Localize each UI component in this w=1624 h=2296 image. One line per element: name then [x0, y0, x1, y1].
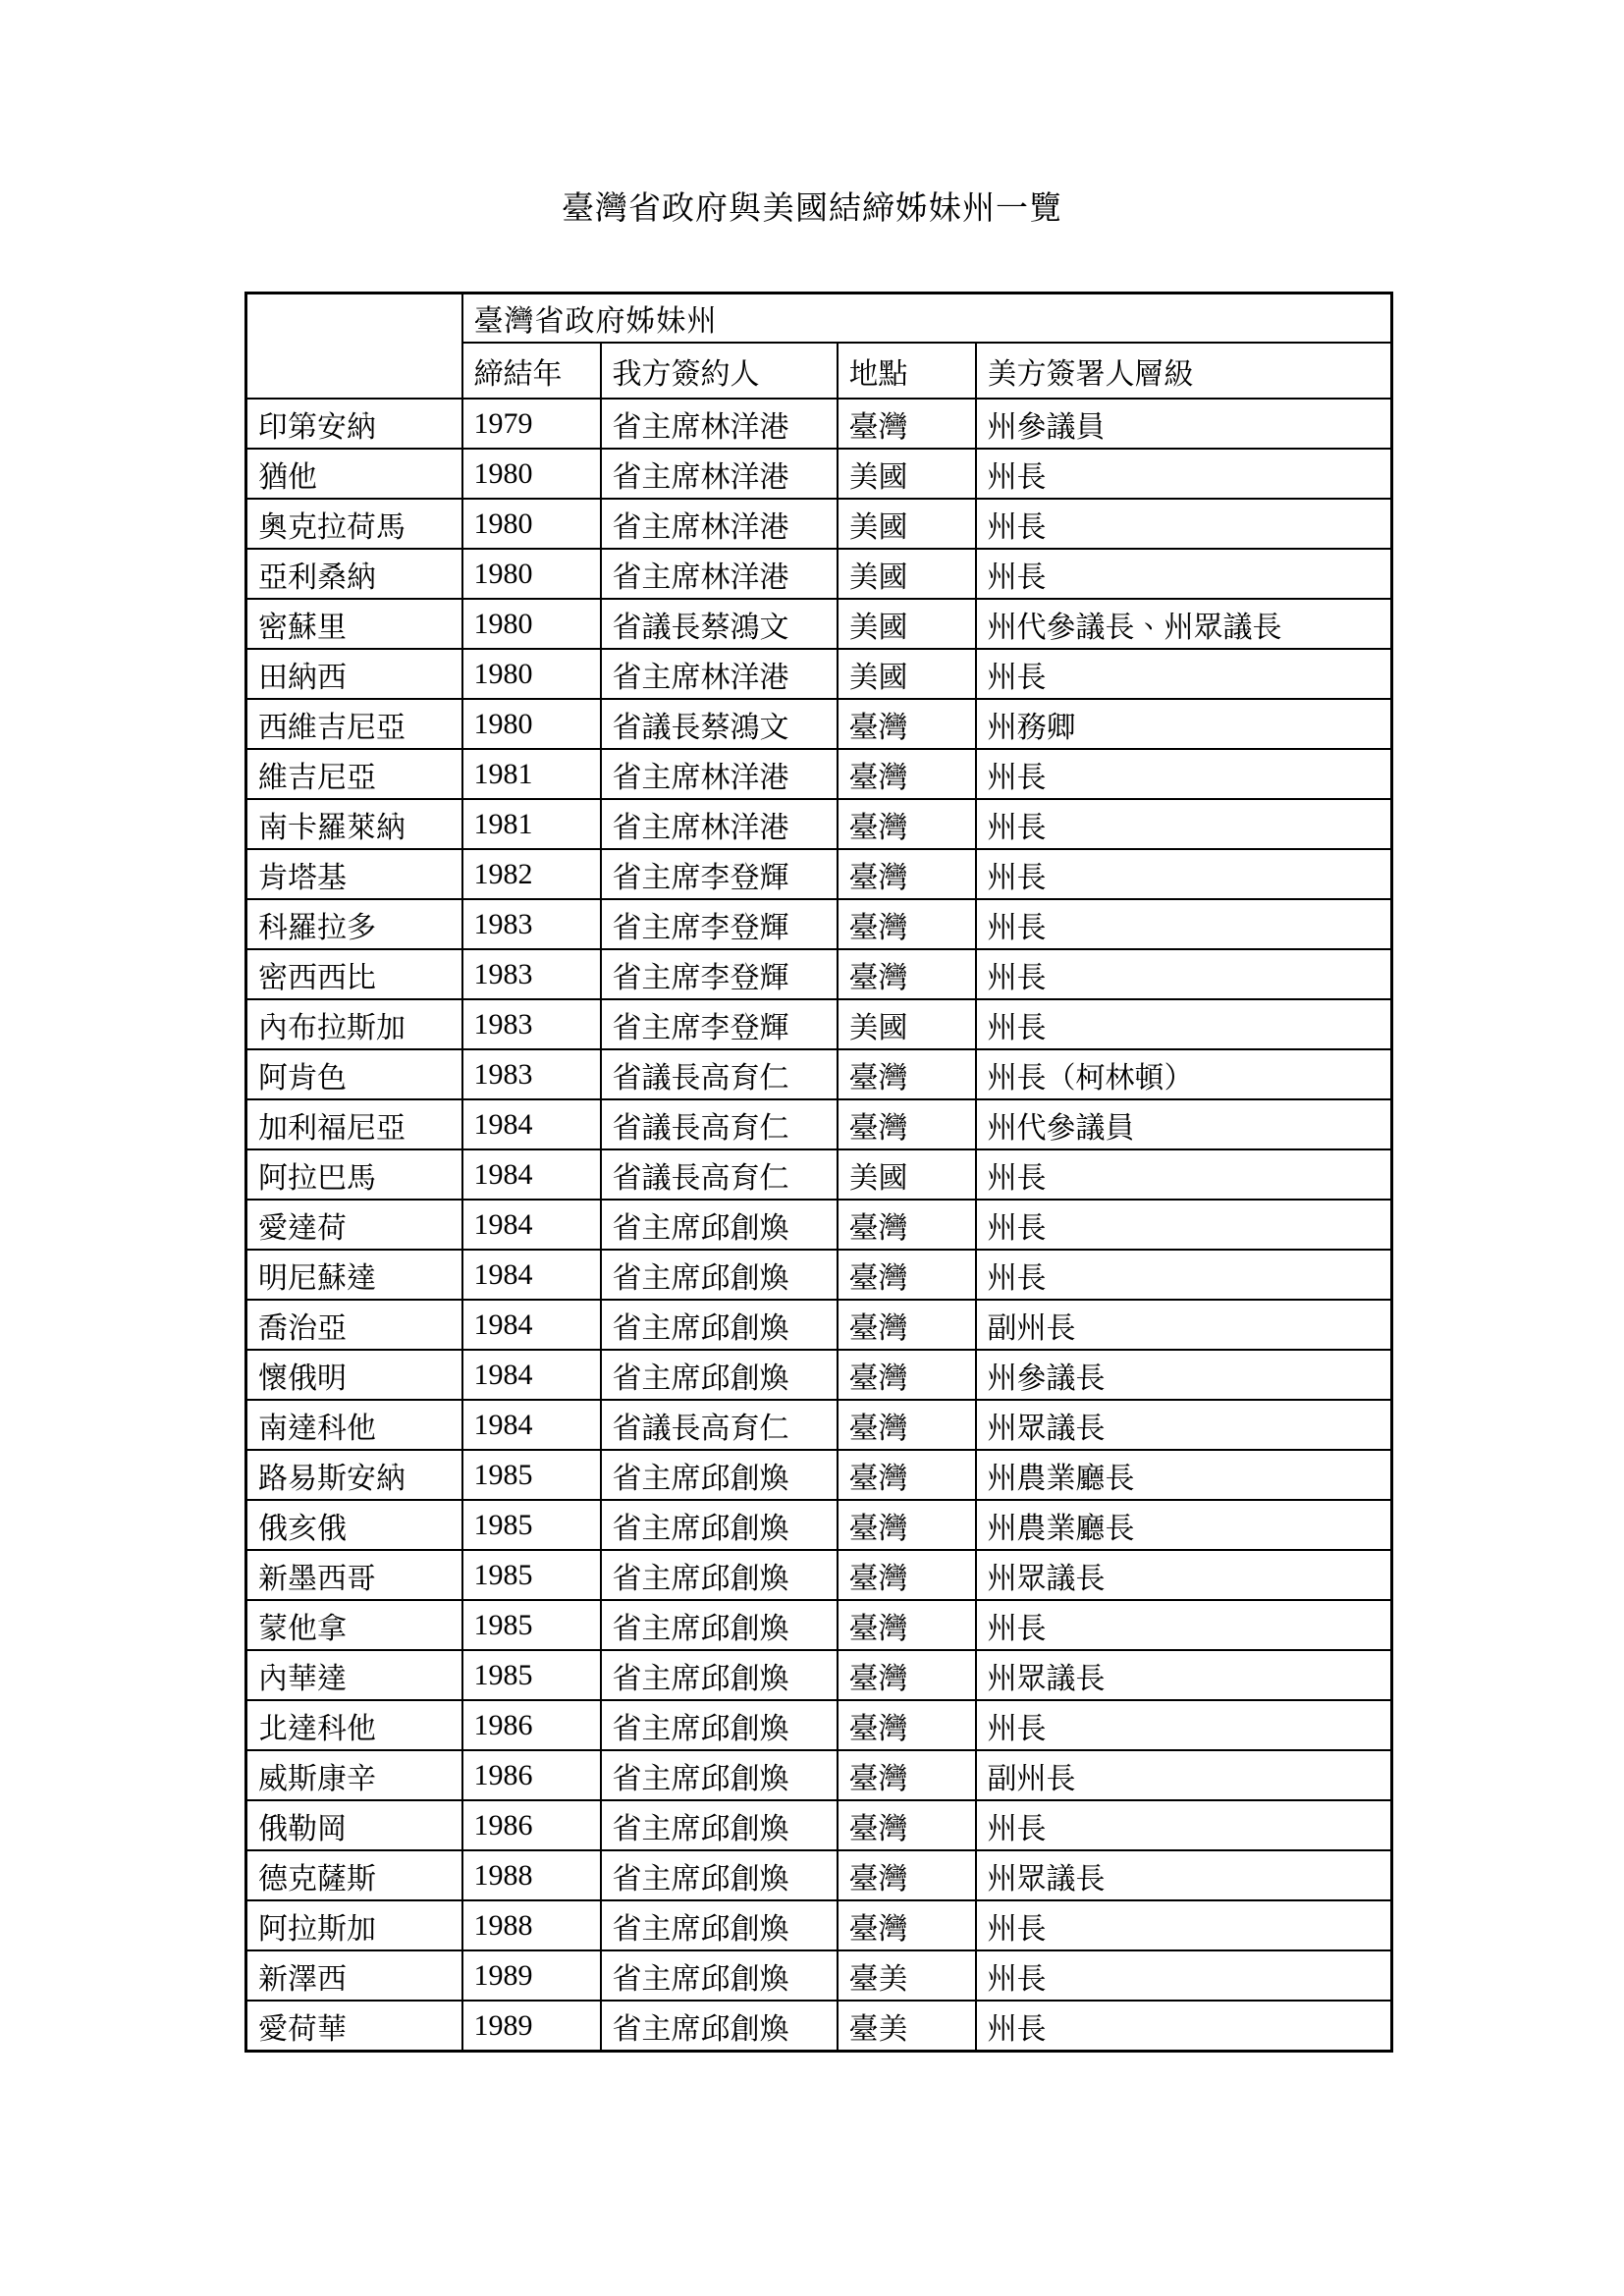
state-cell: 懷俄明 [246, 1350, 462, 1400]
signer-cell: 省主席邱創煥 [601, 1900, 838, 1950]
level-cell: 州長 [976, 799, 1392, 849]
table-row [246, 1950, 1392, 2001]
sister-states-table [244, 292, 1393, 2053]
place-cell: 臺灣 [838, 1750, 976, 1800]
year-cell: 1981 [462, 749, 601, 799]
level-cell: 州代參議長、州眾議長 [976, 599, 1392, 649]
year-cell: 1985 [462, 1500, 601, 1550]
level-cell: 州長 [976, 1700, 1392, 1750]
state-cell: 愛荷華 [246, 2001, 462, 2052]
table-row [246, 1500, 1392, 1550]
year-cell: 1980 [462, 649, 601, 699]
level-cell: 州長 [976, 1800, 1392, 1850]
place-cell: 臺灣 [838, 1049, 976, 1099]
table-row [246, 949, 1392, 999]
place-cell: 臺灣 [838, 1800, 976, 1850]
year-cell: 1985 [462, 1550, 601, 1600]
place-cell: 美國 [838, 649, 976, 699]
level-cell: 州眾議長 [976, 1650, 1392, 1700]
level-cell: 州長（柯林頓） [976, 1049, 1392, 1099]
signer-cell: 省主席李登輝 [601, 999, 838, 1049]
level-cell: 州參議長 [976, 1350, 1392, 1400]
signer-cell: 省主席林洋港 [601, 399, 838, 449]
table-row [246, 799, 1392, 849]
year-cell: 1980 [462, 699, 601, 749]
level-cell: 州代參議員 [976, 1099, 1392, 1149]
place-cell: 美國 [838, 999, 976, 1049]
state-cell: 阿拉巴馬 [246, 1149, 462, 1200]
state-cell: 南達科他 [246, 1400, 462, 1450]
place-cell: 臺美 [838, 1950, 976, 2001]
table-body [246, 399, 1392, 2052]
state-cell: 新墨西哥 [246, 1550, 462, 1600]
signer-cell: 省議長蔡鴻文 [601, 699, 838, 749]
state-cell: 威斯康辛 [246, 1750, 462, 1800]
place-cell: 臺灣 [838, 1550, 976, 1600]
table-row [246, 1850, 1392, 1900]
state-cell: 路易斯安納 [246, 1450, 462, 1500]
table-row [246, 1350, 1392, 1400]
year-cell: 1983 [462, 999, 601, 1049]
signer-cell: 省議長高育仁 [601, 1149, 838, 1200]
signer-cell: 省主席邱創煥 [601, 1700, 838, 1750]
table-row [246, 1250, 1392, 1300]
signer-cell: 省主席邱創煥 [601, 1650, 838, 1700]
signer-cell: 省主席邱創煥 [601, 1750, 838, 1800]
level-cell: 州長 [976, 1950, 1392, 2001]
level-cell: 州眾議長 [976, 1850, 1392, 1900]
state-cell: 俄亥俄 [246, 1500, 462, 1550]
table-row [246, 499, 1392, 549]
signer-cell: 省主席李登輝 [601, 949, 838, 999]
state-cell: 南卡羅萊納 [246, 799, 462, 849]
table-row [246, 1049, 1392, 1099]
table-row [246, 849, 1392, 899]
year-cell: 1980 [462, 499, 601, 549]
table-row [246, 599, 1392, 649]
level-cell: 州務卿 [976, 699, 1392, 749]
state-cell: 明尼蘇達 [246, 1250, 462, 1300]
state-cell: 阿拉斯加 [246, 1900, 462, 1950]
year-cell: 1983 [462, 899, 601, 949]
level-cell: 州長 [976, 749, 1392, 799]
table-row [246, 1099, 1392, 1149]
table-row [246, 399, 1392, 449]
state-cell: 科羅拉多 [246, 899, 462, 949]
state-cell: 西維吉尼亞 [246, 699, 462, 749]
signer-cell: 省主席林洋港 [601, 649, 838, 699]
year-cell: 1980 [462, 599, 601, 649]
signer-cell: 省主席林洋港 [601, 549, 838, 599]
state-cell: 德克薩斯 [246, 1850, 462, 1900]
level-cell: 州長 [976, 949, 1392, 999]
state-cell: 北達科他 [246, 1700, 462, 1750]
place-cell: 臺灣 [838, 949, 976, 999]
state-cell: 印第安納 [246, 399, 462, 449]
level-cell: 州長 [976, 1600, 1392, 1650]
table-row [246, 1650, 1392, 1700]
level-cell: 州長 [976, 549, 1392, 599]
signer-cell: 省主席邱創煥 [601, 1500, 838, 1550]
place-cell: 臺灣 [838, 849, 976, 899]
place-cell: 臺灣 [838, 1700, 976, 1750]
year-cell: 1986 [462, 1700, 601, 1750]
table-row [246, 1700, 1392, 1750]
table-row [246, 1400, 1392, 1450]
state-cell: 蒙他拿 [246, 1600, 462, 1650]
level-cell: 州眾議長 [976, 1400, 1392, 1450]
signer-cell: 省主席邱創煥 [601, 1450, 838, 1500]
place-cell: 美國 [838, 1149, 976, 1200]
year-column-header: 締結年 [462, 343, 601, 399]
year-cell: 1984 [462, 1200, 601, 1250]
place-cell: 臺灣 [838, 899, 976, 949]
place-cell: 臺灣 [838, 1650, 976, 1700]
signer-cell: 省議長高育仁 [601, 1099, 838, 1149]
year-cell: 1984 [462, 1250, 601, 1300]
table-row [246, 1800, 1392, 1850]
place-cell: 臺灣 [838, 1600, 976, 1650]
state-cell: 俄勒岡 [246, 1800, 462, 1850]
signer-cell: 省主席邱創煥 [601, 1800, 838, 1850]
state-cell: 阿肯色 [246, 1049, 462, 1099]
year-cell: 1985 [462, 1650, 601, 1700]
signer-cell: 省議長蔡鴻文 [601, 599, 838, 649]
signer-cell: 省主席林洋港 [601, 799, 838, 849]
table-row [246, 2001, 1392, 2052]
level-cell: 州長 [976, 1149, 1392, 1200]
year-cell: 1989 [462, 1950, 601, 2001]
place-cell: 美國 [838, 449, 976, 499]
signer-cell: 省主席邱創煥 [601, 1950, 838, 2001]
level-cell: 州長 [976, 899, 1392, 949]
group-header-cell: 臺灣省政府姊妹州 [462, 294, 1392, 344]
place-cell: 臺美 [838, 2001, 976, 2052]
year-cell: 1981 [462, 799, 601, 849]
table-row [246, 649, 1392, 699]
table-row [246, 899, 1392, 949]
signer-cell: 省主席邱創煥 [601, 1850, 838, 1900]
state-cell: 密西西比 [246, 949, 462, 999]
year-cell: 1980 [462, 549, 601, 599]
state-cell: 內華達 [246, 1650, 462, 1700]
year-cell: 1986 [462, 1750, 601, 1800]
level-cell: 州農業廳長 [976, 1500, 1392, 1550]
level-cell: 州長 [976, 499, 1392, 549]
year-cell: 1989 [462, 2001, 601, 2052]
signer-cell: 省主席林洋港 [601, 449, 838, 499]
state-cell: 田納西 [246, 649, 462, 699]
year-cell: 1988 [462, 1900, 601, 1950]
place-cell: 臺灣 [838, 1250, 976, 1300]
level-cell: 州眾議長 [976, 1550, 1392, 1600]
table-row [246, 1750, 1392, 1800]
level-cell: 副州長 [976, 1300, 1392, 1350]
page-title: 臺灣省政府與美國結締姊妹州一覽 [562, 191, 1062, 227]
signer-cell: 省主席邱創煥 [601, 1600, 838, 1650]
year-cell: 1984 [462, 1300, 601, 1350]
year-cell: 1984 [462, 1149, 601, 1200]
place-cell: 臺灣 [838, 699, 976, 749]
state-cell: 猶他 [246, 449, 462, 499]
level-cell: 州農業廳長 [976, 1450, 1392, 1500]
place-column-header: 地點 [838, 343, 976, 399]
table-row [246, 449, 1392, 499]
level-cell: 州長 [976, 649, 1392, 699]
signer-cell: 省議長高育仁 [601, 1049, 838, 1099]
signer-cell: 省主席林洋港 [601, 499, 838, 549]
year-cell: 1988 [462, 1850, 601, 1900]
signer-cell: 省議長高育仁 [601, 1400, 838, 1450]
level-cell: 州長 [976, 449, 1392, 499]
state-cell: 亞利桑納 [246, 549, 462, 599]
table-row [246, 699, 1392, 749]
state-cell: 加利福尼亞 [246, 1099, 462, 1149]
table-row [246, 1550, 1392, 1600]
year-cell: 1983 [462, 949, 601, 999]
place-cell: 臺灣 [838, 799, 976, 849]
signer-cell: 省主席邱創煥 [601, 1550, 838, 1600]
signer-cell: 省主席邱創煥 [601, 2001, 838, 2052]
corner-cell [246, 294, 462, 400]
table-row [246, 1450, 1392, 1500]
table-row [246, 749, 1392, 799]
level-column-header: 美方簽署人層級 [976, 343, 1392, 399]
place-cell: 臺灣 [838, 399, 976, 449]
signer-cell: 省主席李登輝 [601, 849, 838, 899]
level-cell: 州長 [976, 1900, 1392, 1950]
year-cell: 1985 [462, 1600, 601, 1650]
level-cell: 州長 [976, 849, 1392, 899]
level-cell: 州長 [976, 999, 1392, 1049]
state-cell: 肯塔基 [246, 849, 462, 899]
year-cell: 1982 [462, 849, 601, 899]
signer-cell: 省主席邱創煥 [601, 1300, 838, 1350]
place-cell: 美國 [838, 549, 976, 599]
signer-cell: 省主席邱創煥 [601, 1350, 838, 1400]
year-cell: 1986 [462, 1800, 601, 1850]
place-cell: 臺灣 [838, 1450, 976, 1500]
table-group-header-row [246, 294, 1392, 344]
place-cell: 臺灣 [838, 1200, 976, 1250]
table-row [246, 999, 1392, 1049]
place-cell: 臺灣 [838, 1900, 976, 1950]
table-row [246, 1600, 1392, 1650]
place-cell: 臺灣 [838, 1400, 976, 1450]
year-cell: 1983 [462, 1049, 601, 1099]
state-cell: 奧克拉荷馬 [246, 499, 462, 549]
place-cell: 臺灣 [838, 1850, 976, 1900]
place-cell: 美國 [838, 499, 976, 549]
signer-cell: 省主席李登輝 [601, 899, 838, 949]
level-cell: 州長 [976, 2001, 1392, 2052]
year-cell: 1979 [462, 399, 601, 449]
table-row [246, 549, 1392, 599]
state-cell: 愛達荷 [246, 1200, 462, 1250]
year-cell: 1984 [462, 1350, 601, 1400]
signer-column-header: 我方簽約人 [601, 343, 838, 399]
state-cell: 密蘇里 [246, 599, 462, 649]
signer-cell: 省主席林洋港 [601, 749, 838, 799]
year-cell: 1980 [462, 449, 601, 499]
table-row [246, 1900, 1392, 1950]
table-row [246, 1300, 1392, 1350]
state-cell: 新澤西 [246, 1950, 462, 2001]
state-cell: 內布拉斯加 [246, 999, 462, 1049]
level-cell: 州參議員 [976, 399, 1392, 449]
signer-cell: 省主席邱創煥 [601, 1250, 838, 1300]
signer-cell: 省主席邱創煥 [601, 1200, 838, 1250]
place-cell: 臺灣 [838, 749, 976, 799]
place-cell: 臺灣 [838, 1099, 976, 1149]
state-cell: 喬治亞 [246, 1300, 462, 1350]
year-cell: 1985 [462, 1450, 601, 1500]
level-cell: 州長 [976, 1250, 1392, 1300]
level-cell: 副州長 [976, 1750, 1392, 1800]
place-cell: 臺灣 [838, 1350, 976, 1400]
place-cell: 美國 [838, 599, 976, 649]
year-cell: 1984 [462, 1400, 601, 1450]
table-row [246, 1200, 1392, 1250]
state-cell: 維吉尼亞 [246, 749, 462, 799]
year-cell: 1984 [462, 1099, 601, 1149]
level-cell: 州長 [976, 1200, 1392, 1250]
place-cell: 臺灣 [838, 1300, 976, 1350]
place-cell: 臺灣 [838, 1500, 976, 1550]
table-row [246, 1149, 1392, 1200]
